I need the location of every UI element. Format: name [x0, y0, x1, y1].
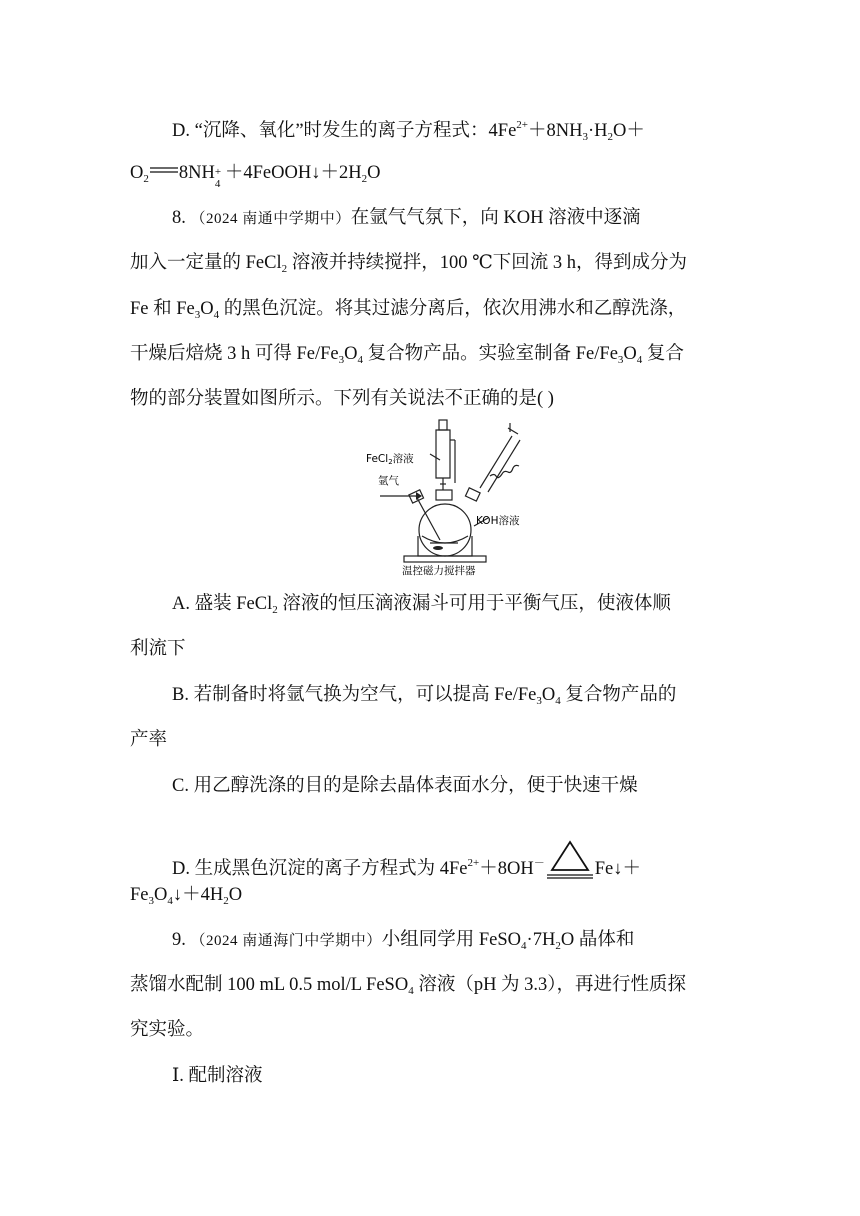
question-number: 8.	[172, 208, 186, 228]
option-c: C. 用乙醇洗涤的目的是除去晶体表面水分，便于快速干燥	[172, 776, 638, 796]
option-d-line2: $Fe_3O_4↓+4H_2O$	[130, 885, 243, 907]
option-a-line2: 利流下	[130, 639, 186, 659]
option-b-line2: 产率	[130, 730, 168, 750]
option-b-line1: B. 若制备时将氩气换为空气，可以提高 $Fe/Fe_3O_4$ 复合物产品的	[172, 685, 677, 707]
section-heading: Ⅰ. 配制溶液	[172, 1066, 263, 1086]
question-number: 9.	[172, 930, 186, 950]
question9-line1: 9. （2024 南通海门中学期中）小组同学用 $FeSO_4\cdot 7H_2O$ 晶体和	[172, 930, 635, 952]
option-d-line1: D. 生成黑色沉淀的离子方程式为 $4Fe^{2+}+8OH^-$ Fe↓＋	[172, 840, 641, 882]
question8-line2: 加入一定量的 FeCl$_2$ 溶液并持续搅拌，100 ℃下回流 3 h，得到成分为	[130, 253, 688, 275]
argon-label: 氩气	[378, 475, 399, 487]
stirrer-label: 温控磁力搅拌器	[402, 565, 476, 576]
apparatus-diagram	[360, 418, 540, 576]
option-d-prev-line2: $O_2$ 8NH + 4 $+4FeOOH↓+2H_2O$	[130, 163, 381, 190]
question-source: （2024 南通中学期中）	[190, 211, 351, 227]
equal-sign-icon	[149, 165, 179, 175]
question8-line4: 干燥后焙烧 3 h 可得 $Fe/Fe_3O_4$ 复合物产品。实验室制备 $Fe/Fe_3O_4$ 复合	[130, 344, 684, 366]
question8-line5: 物的部分装置如图所示。下列有关说法不正确的是( )	[130, 389, 554, 409]
question9-line3: 究实验。	[130, 1020, 205, 1040]
option-d-prev-line1: D. “沉降、氧化”时发生的离子方程式：$4Fe^{2+}+8NH_3\cdot H_2O+$	[172, 119, 645, 143]
fecl2-label: FeCl2溶液	[366, 453, 414, 466]
question8-line1: 8. （2024 南通中学期中）在氩气气氛下，向 KOH 溶液中逐滴	[172, 208, 641, 228]
apparatus-figure	[360, 418, 540, 576]
option-a-line1: A. 盛装 FeCl$_2$ 溶液的恒压滴液漏斗可用于平衡气压，使液体顺	[172, 594, 671, 616]
question-source: （2024 南通海门中学期中）	[190, 933, 382, 949]
heating-triangle-icon	[547, 840, 593, 880]
question9-line2: 蒸馏水配制 100 mL 0.5 mol/L FeSO$_4$ 溶液（pH 为 3.3），再进行性质探	[130, 975, 687, 997]
koh-label: KOH溶液	[476, 515, 520, 527]
question8-line3: Fe 和 $Fe_3O_4$ 的黑色沉淀。将其过滤分离后，依次用沸水和乙醇洗涤，	[130, 299, 687, 321]
